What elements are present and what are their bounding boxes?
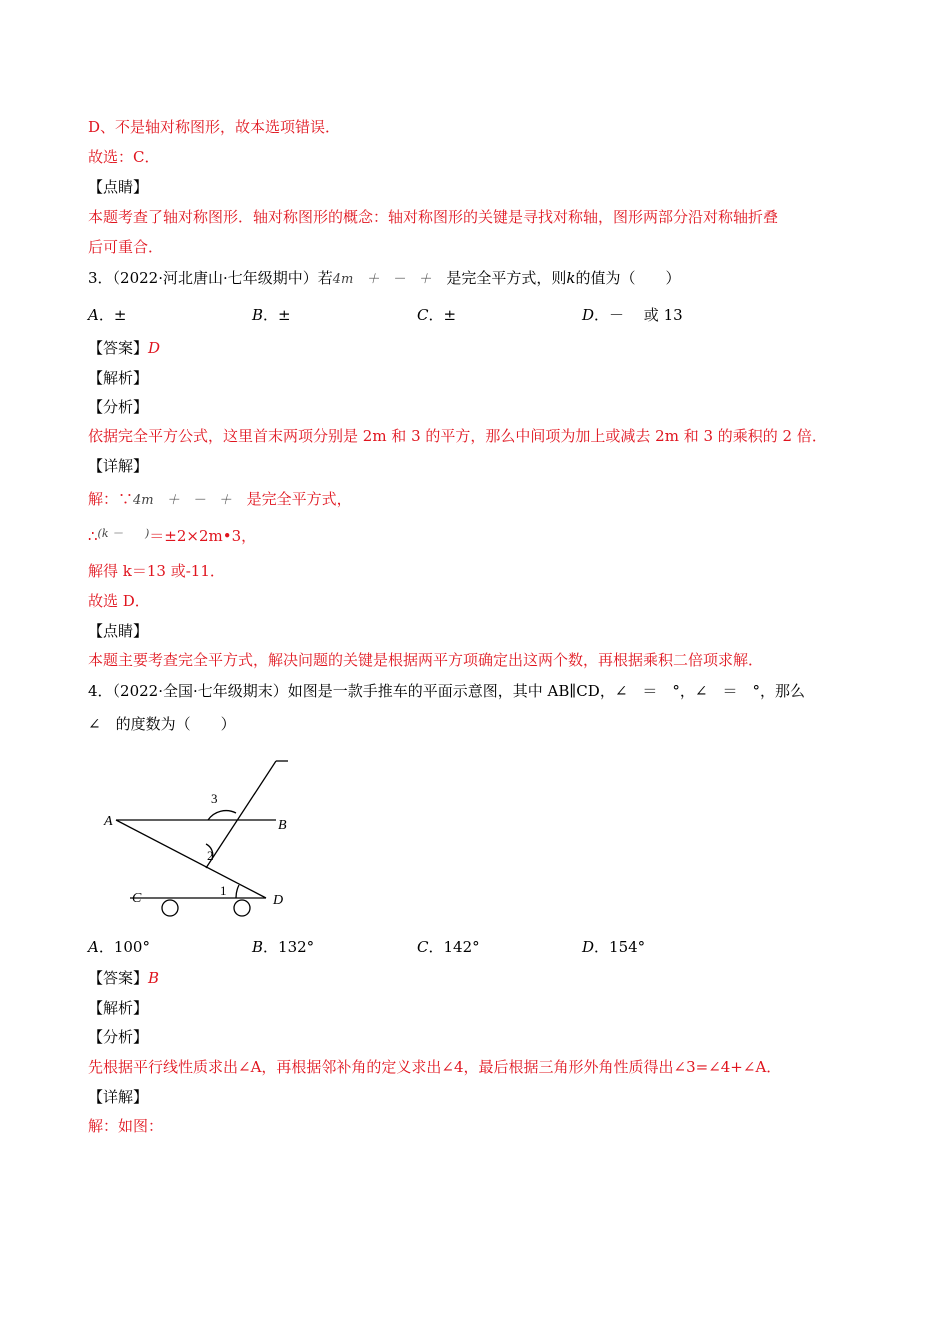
- q3-answer-tag: 【答案】: [88, 339, 149, 357]
- q4-option-d: D．154°: [582, 938, 646, 956]
- q4-stem-line-2: ∠ 的度数为（ ）: [88, 715, 236, 733]
- q4-answer-tag: 【答案】: [88, 969, 149, 987]
- angle-3-arc: [208, 811, 236, 820]
- label-angle-3: 3: [211, 791, 218, 806]
- prev-option-d-text: D、不是轴对称图形，故本选项错误．: [88, 118, 341, 136]
- q3-answer: D: [148, 339, 161, 357]
- wheel-right: [234, 900, 250, 916]
- q3-option-d: D．－ 或 13: [582, 306, 683, 324]
- prev-comment-text-1: 本题考查了轴对称图形．轴对称图形的概念：轴对称图形的关键是寻找对称轴，图形两部分沿对称轴折叠: [88, 208, 779, 226]
- q3-fenxi-tag: 【分析】: [88, 398, 149, 416]
- q3-comment-tag: 【点睛】: [88, 622, 149, 640]
- prev-comment-text-2: 后可重合．: [88, 238, 164, 256]
- prev-comment-tag: 【点睛】: [88, 178, 149, 196]
- q3-jiexi-tag: 【解析】: [88, 369, 149, 387]
- q4-fenxi-tag: 【分析】: [88, 1028, 149, 1046]
- q4-option-b: B．132°: [252, 938, 315, 956]
- q4-figure: [100, 758, 300, 923]
- q4-fenxi-text: 先根据平行线性质求出∠A，再根据邻补角的定义求出∠4，最后根据三角形外角性质得出∠3=∠4+∠A．: [88, 1058, 782, 1076]
- q3-comment-text: 本题主要考查完全平方式，解决问题的关键是根据两平方项确定出这两个数，再根据乘积二倍项求解．: [88, 651, 764, 669]
- label-angle-2: 2: [207, 848, 214, 863]
- q3-solution-line-2: ∴$^{(k - )}$＝±2×2m•3，: [88, 527, 257, 545]
- q4-solution-line-1: 解：如图：: [88, 1117, 164, 1135]
- q3-source: （2022·河北唐山·七年级期中）若: [112, 269, 333, 287]
- label-d: D: [273, 893, 284, 908]
- line-ad: [116, 820, 266, 898]
- angle-1-arc: [236, 885, 239, 898]
- wheel-left: [162, 900, 178, 916]
- q3-answer-line: [88, 338, 160, 358]
- q4-option-a: A．100°: [88, 938, 150, 956]
- q3-xiangjie-tag: 【详解】: [88, 457, 149, 475]
- q3-stem-tail-b: 的值为（ ）: [575, 269, 681, 287]
- q3-fenxi-text: 依据完全平方公式，这里首末两项分别是 2m 和 3 的平方，那么中间项为加上或减去 2m 和 3 的乘积的 2 倍．: [88, 427, 827, 445]
- q4-xiangjie-tag: 【详解】: [88, 1088, 149, 1106]
- q3-solution-line-1: 解：∵4m ＋ － ＋ 是完全平方式，: [88, 490, 352, 508]
- q4-stem-line-1: 4．（2022·全国·七年级期末）如图是一款手推车的平面示意图，其中 AB∥CD，∠ ＝ °，∠ ＝ °，那么: [88, 682, 805, 700]
- q3-option-a: A．±: [88, 306, 127, 324]
- q3-number: 3．: [88, 269, 113, 287]
- q4-jiexi-tag: 【解析】: [88, 999, 149, 1017]
- q3-stem-var: k: [566, 269, 576, 287]
- handle-line: [206, 761, 276, 868]
- q4-option-c: C．142°: [417, 938, 480, 956]
- label-b: B: [278, 818, 287, 833]
- q4-answer-line: [88, 968, 159, 988]
- q3-expression: 4m ＋ － ＋: [332, 272, 432, 287]
- q3-solution-line-3: 解得 k＝13 或-11．: [88, 562, 225, 580]
- q3-option-c: C．±: [417, 306, 457, 324]
- q3-solution-line-4: 故选 D．: [88, 592, 150, 610]
- label-c: C: [132, 891, 142, 906]
- prev-answer-line: 故选：C．: [88, 148, 160, 166]
- q3-stem-tail-a: 是完全平方式，则: [446, 269, 567, 287]
- label-angle-1: 1: [220, 883, 227, 898]
- label-a: A: [104, 814, 113, 829]
- q3-stem: [88, 268, 681, 290]
- q3-option-b: B．±: [252, 306, 291, 324]
- q4-answer: B: [148, 969, 160, 987]
